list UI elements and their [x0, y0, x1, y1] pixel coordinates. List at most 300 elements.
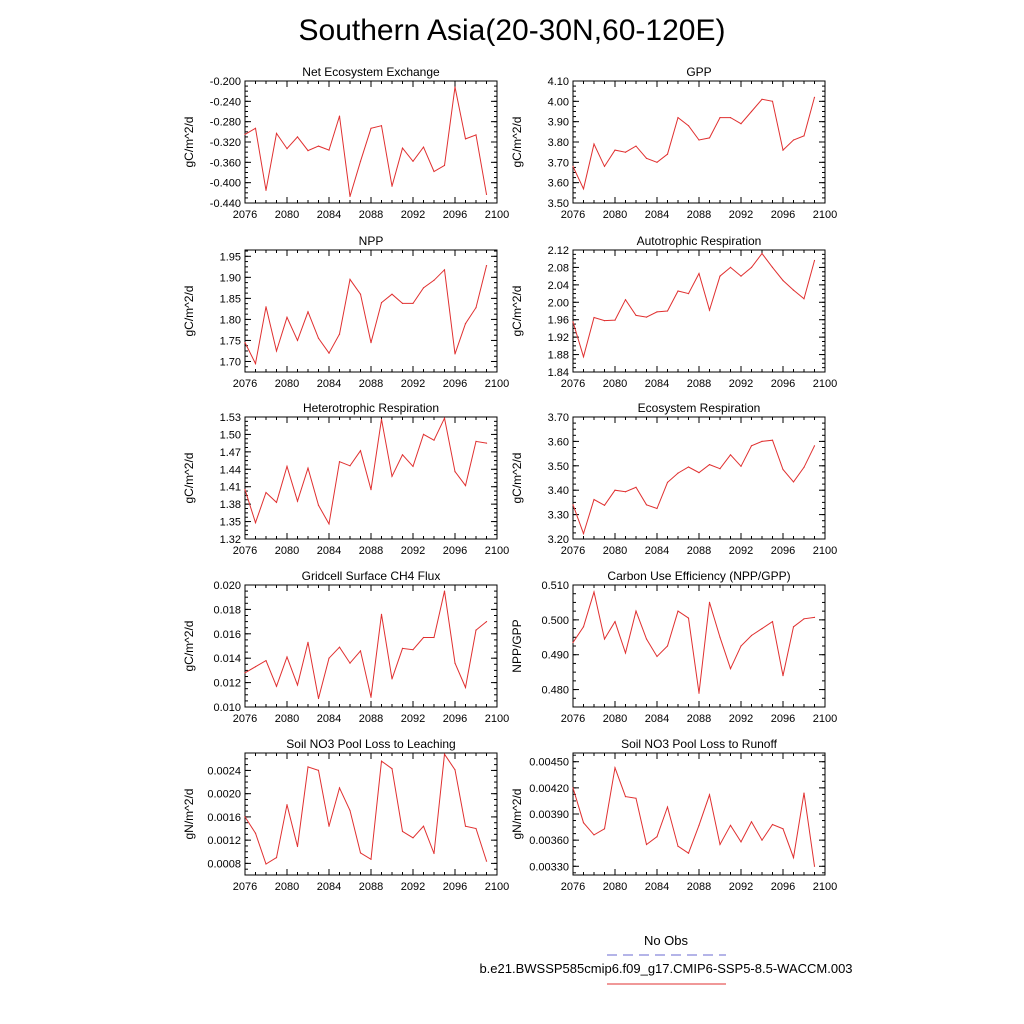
- data-point: [454, 87, 455, 88]
- panel-carbon-use-efficiency-npp-gpp: [510, 569, 837, 725]
- data-point: [698, 273, 699, 274]
- data-point: [444, 591, 445, 592]
- data-point: [339, 787, 340, 788]
- data-point: [402, 831, 403, 832]
- legend: [479, 933, 852, 984]
- data-point: [803, 793, 804, 794]
- x-tick-label: 2076: [560, 378, 586, 390]
- data-point: [782, 150, 783, 151]
- x-tick-label: 2080: [602, 378, 628, 390]
- series-line-carbon-use-efficiency-npp-gpp: [573, 592, 815, 693]
- data-point: [402, 148, 403, 149]
- data-point: [307, 468, 308, 469]
- x-tick-label: 2096: [442, 378, 468, 390]
- data-point: [677, 611, 678, 612]
- x-tick-label: 2076: [232, 545, 258, 557]
- data-point: [667, 154, 668, 155]
- y-tick-label: 1.32: [219, 534, 241, 546]
- series-line-ecosystem-respiration: [573, 440, 815, 533]
- x-tick-label: 2100: [812, 209, 838, 221]
- data-point: [593, 143, 594, 144]
- data-point: [486, 443, 487, 444]
- data-point: [244, 672, 245, 673]
- data-point: [318, 146, 319, 147]
- data-point: [349, 465, 350, 466]
- data-point: [433, 280, 434, 281]
- data-point: [604, 320, 605, 321]
- data-point: [391, 476, 392, 477]
- data-point: [782, 280, 783, 281]
- data-point: [614, 150, 615, 151]
- data-point: [814, 445, 815, 446]
- data-point: [370, 128, 371, 129]
- data-point: [486, 861, 487, 862]
- data-point: [625, 652, 626, 653]
- data-point: [370, 859, 371, 860]
- panel-title: Soil NO3 Pool Loss to Leaching: [286, 737, 456, 751]
- data-point: [740, 645, 741, 646]
- data-point: [698, 693, 699, 694]
- y-tick-label: 0.0012: [207, 835, 241, 848]
- y-tick-label: 3.20: [547, 534, 569, 546]
- data-point: [318, 698, 319, 699]
- y-tick-label: 0.012: [213, 677, 241, 690]
- data-point: [423, 637, 424, 638]
- x-tick-label: 2084: [644, 545, 670, 557]
- data-point: [646, 317, 647, 318]
- data-point: [454, 663, 455, 664]
- x-tick-label: 2076: [232, 209, 258, 221]
- data-point: [318, 505, 319, 506]
- data-point: [614, 621, 615, 622]
- y-tick-label: 0.500: [541, 614, 569, 627]
- data-point: [761, 441, 762, 442]
- panel-ecosystem-respiration: [510, 401, 837, 557]
- data-point: [761, 840, 762, 841]
- data-point: [761, 253, 762, 254]
- x-tick-label: 2092: [400, 209, 426, 221]
- y-tick-label: 1.38: [219, 499, 241, 512]
- y-tick-label: -0.200: [209, 76, 241, 88]
- data-point: [635, 315, 636, 316]
- y-tick-label: 0.014: [213, 653, 241, 666]
- data-point: [360, 650, 361, 651]
- data-point: [423, 434, 424, 435]
- data-point: [286, 317, 287, 318]
- data-point: [276, 502, 277, 503]
- data-point: [486, 265, 487, 266]
- x-tick-label: 2084: [644, 378, 670, 390]
- panel-title: Soil NO3 Pool Loss to Runoff: [621, 737, 777, 751]
- data-point: [307, 150, 308, 151]
- x-tick-label: 2100: [484, 545, 510, 557]
- data-point: [255, 666, 256, 667]
- x-tick-label: 2088: [686, 881, 712, 893]
- data-point: [635, 487, 636, 488]
- data-point: [444, 165, 445, 166]
- plot-frame: [573, 81, 825, 203]
- data-point: [793, 290, 794, 291]
- x-tick-label: 2084: [644, 209, 670, 221]
- data-point: [803, 467, 804, 468]
- data-point: [772, 101, 773, 102]
- data-point: [444, 269, 445, 270]
- y-axis-label: gC/m^2/d: [182, 285, 196, 337]
- x-tick-label: 2088: [358, 713, 384, 725]
- panel-title: NPP: [358, 234, 384, 248]
- data-point: [454, 471, 455, 472]
- data-point: [370, 342, 371, 343]
- data-point: [604, 638, 605, 639]
- data-point: [412, 161, 413, 162]
- data-point: [465, 485, 466, 486]
- x-tick-label: 2100: [484, 713, 510, 725]
- x-tick-label: 2080: [274, 378, 300, 390]
- data-point: [751, 111, 752, 112]
- x-tick-label: 2076: [560, 713, 586, 725]
- data-point: [276, 133, 277, 134]
- data-point: [667, 806, 668, 807]
- data-point: [688, 466, 689, 467]
- data-point: [349, 196, 350, 197]
- x-tick-label: 2092: [728, 713, 754, 725]
- x-tick-label: 2080: [602, 713, 628, 725]
- data-point: [740, 466, 741, 467]
- data-point: [444, 754, 445, 755]
- panel-net-ecosystem-exchange: [182, 65, 509, 221]
- data-point: [265, 660, 266, 661]
- data-point: [782, 469, 783, 470]
- data-point: [475, 307, 476, 308]
- x-tick-label: 2088: [686, 545, 712, 557]
- data-point: [688, 853, 689, 854]
- x-tick-label: 2084: [316, 881, 342, 893]
- series-line-autotrophic-respiration: [573, 254, 815, 357]
- legend-label-no-obs: No Obs: [643, 933, 689, 948]
- panel-autotrophic-respiration: [510, 234, 837, 390]
- panel-title: Autotrophic Respiration: [636, 234, 762, 248]
- y-axis-label: gC/m^2/d: [182, 116, 196, 168]
- data-point: [793, 626, 794, 627]
- data-point: [667, 645, 668, 646]
- y-tick-label: -0.440: [209, 198, 241, 210]
- x-tick-label: 2100: [812, 713, 838, 725]
- panel-title: Net Ecosystem Exchange: [302, 65, 440, 79]
- panel-gpp: [510, 65, 837, 221]
- data-point: [719, 276, 720, 277]
- data-point: [423, 147, 424, 148]
- data-point: [572, 642, 573, 643]
- data-point: [677, 117, 678, 118]
- y-tick-label: 2.08: [547, 262, 569, 275]
- data-point: [475, 630, 476, 631]
- x-tick-label: 2092: [400, 545, 426, 557]
- x-tick-label: 2084: [644, 713, 670, 725]
- legend-label-model-run: b.e21.BWSSP585cmip6.f09_g17.CMIP6-SSP5-8.5-WACCM.003: [479, 961, 853, 976]
- data-point: [381, 125, 382, 126]
- data-point: [614, 490, 615, 491]
- y-axis-label: gC/m^2/d: [510, 116, 524, 168]
- series-line-heterotrophic-respiration: [245, 418, 487, 524]
- data-point: [604, 505, 605, 506]
- panel-title: Carbon Use Efficiency (NPP/GPP): [607, 569, 791, 583]
- data-point: [318, 338, 319, 339]
- data-point: [772, 824, 773, 825]
- data-point: [740, 276, 741, 277]
- y-tick-label: 1.90: [219, 272, 241, 285]
- data-point: [360, 294, 361, 295]
- series-line-soil-no3-pool-loss-to-leaching: [245, 754, 487, 864]
- x-tick-label: 2096: [442, 209, 468, 221]
- data-point: [793, 857, 794, 858]
- x-tick-label: 2100: [484, 881, 510, 893]
- y-tick-label: -0.400: [209, 177, 241, 190]
- data-point: [286, 466, 287, 467]
- data-point: [370, 489, 371, 490]
- x-tick-label: 2088: [686, 209, 712, 221]
- data-point: [656, 311, 657, 312]
- data-point: [709, 602, 710, 603]
- data-point: [381, 302, 382, 303]
- data-point: [656, 508, 657, 509]
- y-tick-label: 0.0008: [207, 858, 241, 871]
- x-tick-label: 2100: [812, 881, 838, 893]
- data-point: [297, 501, 298, 502]
- x-tick-label: 2096: [770, 209, 796, 221]
- data-point: [730, 267, 731, 268]
- x-tick-label: 2096: [442, 881, 468, 893]
- y-tick-label: 4.10: [547, 76, 569, 88]
- data-point: [423, 826, 424, 827]
- y-tick-label: 0.00360: [529, 835, 569, 848]
- data-point: [583, 822, 584, 823]
- data-point: [719, 844, 720, 845]
- data-point: [688, 293, 689, 294]
- y-tick-label: 1.44: [219, 464, 241, 477]
- data-point: [465, 323, 466, 324]
- data-point: [328, 523, 329, 524]
- plot-frame: [573, 417, 825, 539]
- data-point: [656, 656, 657, 657]
- y-tick-label: 0.00450: [529, 756, 569, 769]
- data-point: [465, 687, 466, 688]
- x-tick-label: 2100: [484, 378, 510, 390]
- y-tick-label: -0.320: [209, 137, 241, 149]
- figure-title: Southern Asia(20-30N,60-120E): [298, 14, 726, 47]
- data-point: [307, 642, 308, 643]
- data-point: [677, 846, 678, 847]
- y-tick-label: 1.70: [219, 356, 241, 369]
- data-point: [433, 171, 434, 172]
- plot-frame: [245, 250, 497, 372]
- y-tick-label: 0.0024: [207, 765, 241, 778]
- y-tick-label: 3.90: [547, 116, 569, 129]
- data-point: [604, 166, 605, 167]
- data-point: [793, 481, 794, 482]
- data-point: [444, 418, 445, 419]
- data-point: [688, 125, 689, 126]
- data-point: [698, 472, 699, 473]
- data-point: [244, 134, 245, 135]
- data-point: [709, 310, 710, 311]
- data-point: [803, 298, 804, 299]
- data-point: [583, 626, 584, 627]
- data-point: [265, 306, 266, 307]
- data-point: [391, 186, 392, 187]
- data-point: [772, 440, 773, 441]
- x-tick-label: 2096: [442, 713, 468, 725]
- x-tick-label: 2092: [400, 378, 426, 390]
- y-tick-label: 0.010: [213, 702, 241, 714]
- x-tick-label: 2076: [232, 881, 258, 893]
- data-point: [391, 768, 392, 769]
- y-tick-label: 3.50: [547, 198, 569, 210]
- x-tick-label: 2088: [358, 378, 384, 390]
- data-point: [614, 320, 615, 321]
- data-point: [475, 441, 476, 442]
- data-point: [625, 299, 626, 300]
- y-tick-label: 1.35: [219, 516, 241, 529]
- panel-npp: [182, 234, 509, 390]
- y-tick-label: 2.00: [547, 297, 569, 310]
- data-point: [349, 279, 350, 280]
- y-axis-label: gN/m^2/d: [510, 788, 524, 840]
- data-point: [486, 621, 487, 622]
- data-point: [719, 117, 720, 118]
- data-point: [751, 821, 752, 822]
- data-point: [751, 635, 752, 636]
- y-axis-label: gC/m^2/d: [182, 620, 196, 672]
- x-tick-label: 2084: [644, 881, 670, 893]
- data-point: [583, 356, 584, 357]
- panel-soil-no3-pool-loss-to-leaching: [182, 737, 509, 893]
- panel-title: Ecosystem Respiration: [637, 401, 761, 415]
- y-tick-label: 0.480: [541, 684, 569, 697]
- y-tick-label: 0.020: [213, 580, 241, 592]
- y-tick-label: 2.12: [547, 245, 569, 257]
- data-point: [730, 117, 731, 118]
- data-point: [286, 656, 287, 657]
- data-point: [360, 161, 361, 162]
- data-point: [667, 482, 668, 483]
- data-point: [761, 628, 762, 629]
- x-tick-label: 2088: [358, 545, 384, 557]
- y-tick-label: 0.510: [541, 580, 569, 592]
- x-tick-label: 2092: [400, 713, 426, 725]
- data-point: [593, 317, 594, 318]
- x-tick-label: 2100: [812, 545, 838, 557]
- data-point: [244, 489, 245, 490]
- data-point: [751, 445, 752, 446]
- data-point: [433, 853, 434, 854]
- data-point: [297, 846, 298, 847]
- x-tick-label: 2080: [274, 713, 300, 725]
- data-point: [465, 138, 466, 139]
- data-point: [583, 188, 584, 189]
- data-point: [276, 686, 277, 687]
- data-point: [572, 504, 573, 505]
- data-point: [572, 321, 573, 322]
- data-point: [709, 464, 710, 465]
- data-point: [339, 461, 340, 462]
- x-tick-label: 2096: [770, 713, 796, 725]
- data-point: [698, 825, 699, 826]
- data-point: [656, 836, 657, 837]
- data-point: [803, 135, 804, 136]
- panels: [182, 65, 837, 893]
- data-point: [814, 866, 815, 867]
- data-point: [475, 828, 476, 829]
- y-tick-label: 3.30: [547, 509, 569, 522]
- data-point: [370, 697, 371, 698]
- data-point: [276, 857, 277, 858]
- x-tick-label: 2084: [316, 713, 342, 725]
- plot-frame: [573, 250, 825, 372]
- data-point: [688, 618, 689, 619]
- x-tick-label: 2076: [560, 209, 586, 221]
- data-point: [255, 128, 256, 129]
- data-point: [454, 769, 455, 770]
- data-point: [740, 123, 741, 124]
- x-tick-label: 2096: [770, 545, 796, 557]
- data-point: [276, 350, 277, 351]
- x-tick-label: 2080: [602, 545, 628, 557]
- x-tick-label: 2092: [728, 545, 754, 557]
- data-point: [297, 340, 298, 341]
- data-point: [454, 353, 455, 354]
- data-point: [475, 134, 476, 135]
- data-point: [593, 834, 594, 835]
- data-point: [719, 468, 720, 469]
- x-tick-label: 2088: [358, 881, 384, 893]
- data-point: [391, 678, 392, 679]
- data-point: [814, 97, 815, 98]
- data-point: [656, 162, 657, 163]
- data-point: [423, 287, 424, 288]
- y-tick-label: 3.60: [547, 436, 569, 449]
- data-point: [297, 136, 298, 137]
- panel-soil-no3-pool-loss-to-runoff: [510, 737, 837, 893]
- data-point: [307, 766, 308, 767]
- data-point: [730, 454, 731, 455]
- y-tick-label: 3.70: [547, 412, 569, 424]
- y-tick-label: 0.018: [213, 604, 241, 617]
- data-point: [772, 621, 773, 622]
- panel-gridcell-surface-ch4-flux: [182, 569, 509, 725]
- data-point: [793, 139, 794, 140]
- data-point: [255, 833, 256, 834]
- data-point: [433, 440, 434, 441]
- data-point: [730, 825, 731, 826]
- data-point: [328, 150, 329, 151]
- x-tick-label: 2096: [442, 545, 468, 557]
- x-tick-label: 2088: [686, 378, 712, 390]
- y-tick-label: 0.0020: [207, 788, 241, 801]
- x-tick-label: 2088: [358, 209, 384, 221]
- data-point: [572, 787, 573, 788]
- x-tick-label: 2076: [560, 545, 586, 557]
- x-tick-label: 2092: [728, 378, 754, 390]
- series-line-gpp: [573, 97, 815, 189]
- data-point: [402, 454, 403, 455]
- y-tick-label: 0.016: [213, 628, 241, 641]
- data-point: [402, 303, 403, 304]
- data-point: [719, 637, 720, 638]
- y-axis-label: NPP/GPP: [510, 619, 524, 673]
- data-point: [286, 804, 287, 805]
- plot-frame: [573, 753, 825, 875]
- data-point: [360, 450, 361, 451]
